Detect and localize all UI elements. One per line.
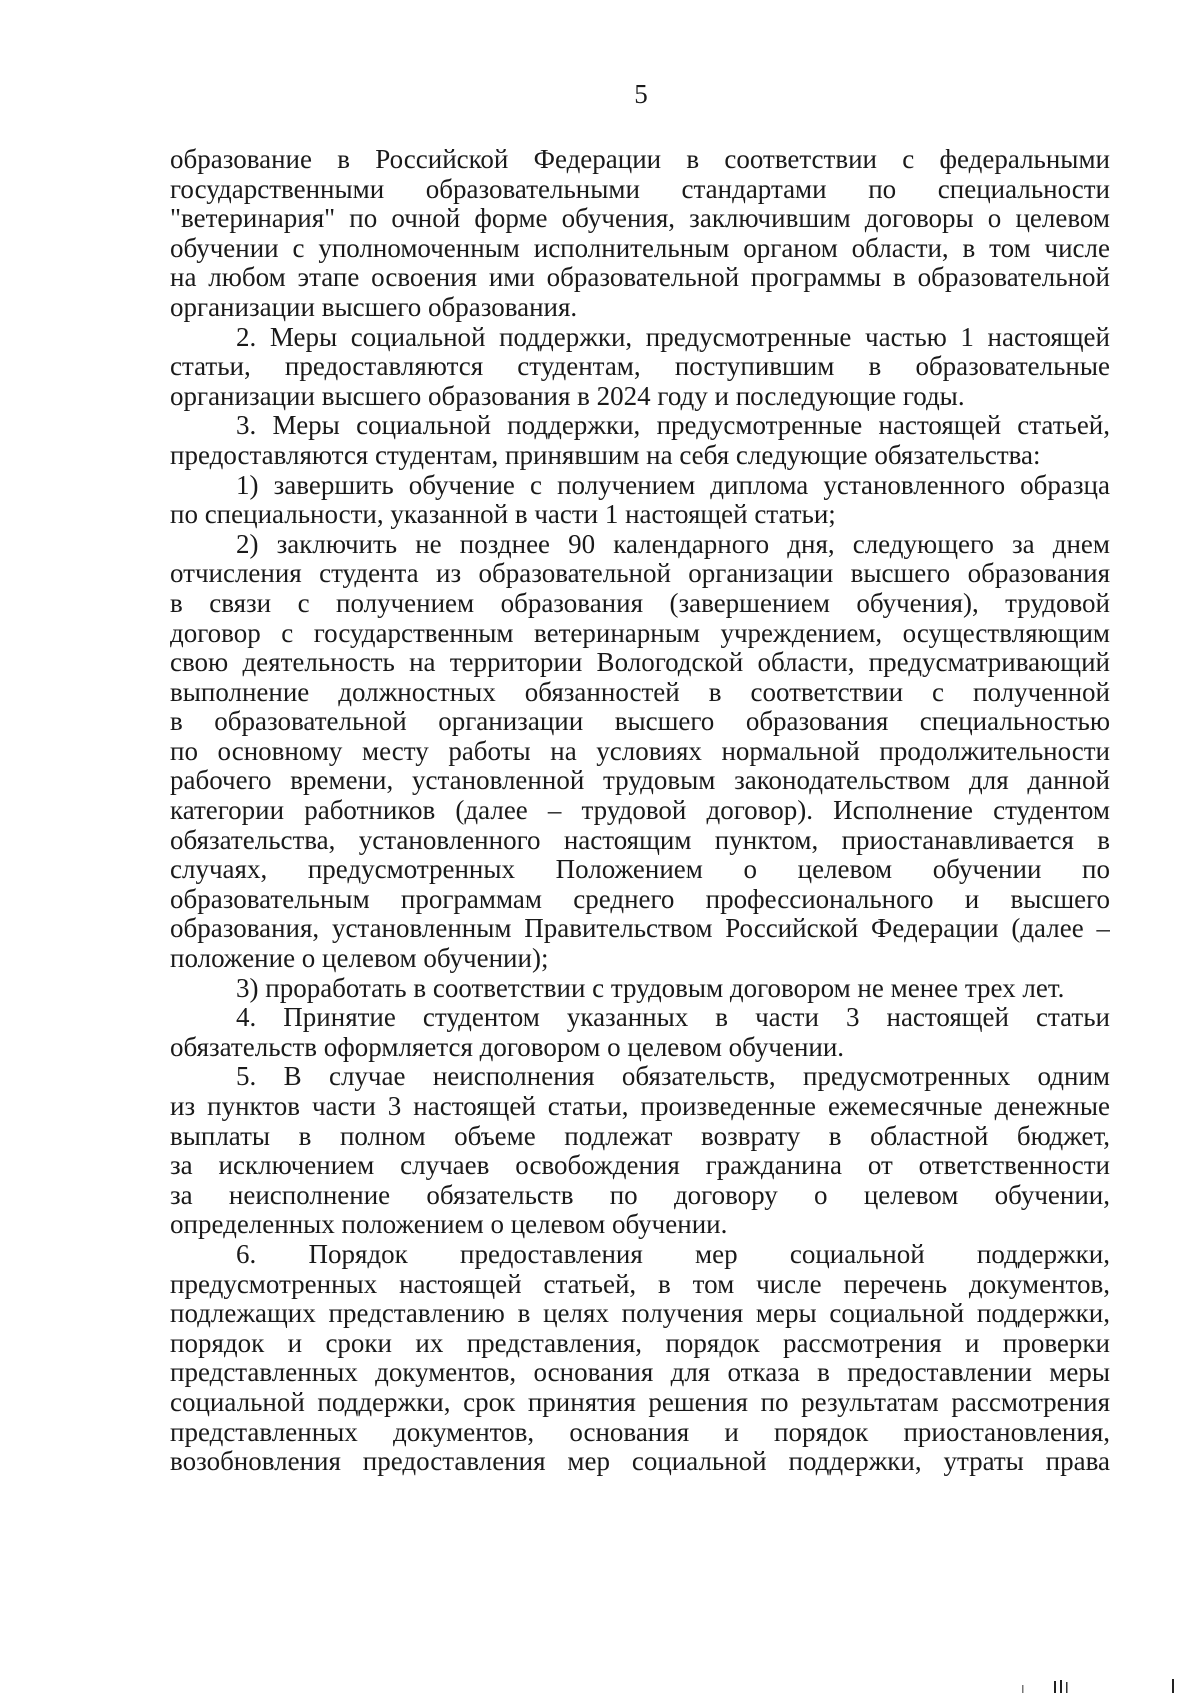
text-line: выполнение должностных обязанностей в соответствии с полученной	[170, 677, 1110, 707]
text-line: 6. Порядок предоставления мер социальной поддержки,	[236, 1239, 1110, 1269]
text-line: рабочего времени, установленной трудовым законодательством для данной	[170, 766, 1110, 796]
text-line: за неисполнение обязательств по договору о целевом обучении,	[170, 1180, 1110, 1210]
text-line: 2) заключить не позднее 90 календарного дня, следующего за днем	[236, 529, 1110, 559]
text-line: подлежащих представлению в целях получения меры социальной поддержки,	[170, 1299, 1110, 1329]
text-line: "ветеринария" по очной форме обучения, заключившим договоры о целевом	[170, 204, 1110, 234]
text-line: 3) проработать в соответствии с трудовым договором не менее трех лет.	[236, 973, 1065, 1003]
text-line: организации высшего образования в 2024 году и последующие годы.	[170, 381, 965, 411]
text-line: статьи, предоставляются студентам, поступившим в образовательные	[170, 352, 1110, 382]
text-line: по специальности, указанной в части 1 настоящей статьи;	[170, 500, 836, 530]
text-line: свою деятельность на территории Вологодской области, предусматривающий	[170, 648, 1110, 678]
text-line: по основному месту работы на условиях нормальной продолжительности	[170, 736, 1110, 766]
text-line: в образовательной организации высшего образования специальностью	[170, 707, 1110, 737]
text-line: представленных документов, основания для отказа в предоставлении меры	[170, 1358, 1110, 1388]
text-line: 4. Принятие студентом указанных в части 3 настоящей статьи	[236, 1003, 1110, 1033]
text-line: организации высшего образования.	[170, 292, 578, 322]
text-line: обучении с уполномоченным исполнительным органом области, в том числе	[170, 233, 1110, 263]
text-line: предусмотренных настоящей статьей, в том числе перечень документов,	[170, 1269, 1110, 1299]
text-line: обязательства, установленного настоящим пунктом, приостанавливается в	[170, 825, 1110, 855]
text-line: образовательным программам среднего профессионального и высшего	[170, 884, 1110, 914]
text-line: положение о целевом обучении);	[170, 944, 549, 974]
text-line: образования, установленным Правительством Российской Федерации (далее –	[170, 914, 1110, 944]
text-line: из пунктов части 3 настоящей статьи, произведенные ежемесячные денежные	[170, 1092, 1110, 1121]
text-line: социальной поддержки, срок принятия решения по результатам рассмотрения	[170, 1387, 1110, 1417]
page-number: 5	[634, 79, 648, 109]
text-line: 5. В случае неисполнения обязательств, предусмотренных одним	[236, 1062, 1110, 1092]
text-line: договор с государственным ветеринарным учреждением, осуществляющим	[170, 618, 1110, 648]
body-text	[170, 145, 1110, 1477]
text-line: выплаты в полном объеме подлежат возврату в областной бюджет,	[170, 1121, 1110, 1151]
text-line: 2. Меры социальной поддержки, предусмотренные частью 1 настоящей	[236, 322, 1110, 352]
text-line: обязательств оформляется договором о целевом обучении.	[170, 1032, 845, 1062]
text-line: за исключением случаев освобождения гражданина от ответственности	[170, 1151, 1110, 1181]
text-line: на любом этапе освоения ими образовательной программы в образовательной	[170, 263, 1110, 293]
text-line: образование в Российской Федерации в соответствии с федеральными	[170, 145, 1110, 174]
text-line: в связи с получением образования (завершением обучения), трудовой	[170, 588, 1110, 618]
scan-artifact-marks	[1020, 1679, 1180, 1693]
text-line: представленных документов, основания и порядок приостановления,	[170, 1417, 1110, 1447]
text-line: 3. Меры социальной поддержки, предусмотренные настоящей статьей,	[236, 411, 1110, 441]
text-line: категории работников (далее – трудовой договор). Исполнение студентом	[170, 796, 1110, 826]
text-line: государственными образовательными стандартами по специальности	[170, 174, 1110, 204]
text-line: порядок и сроки их представления, порядок рассмотрения и проверки	[170, 1328, 1110, 1358]
text-line: отчисления студента из образовательной организации высшего образования	[170, 559, 1110, 589]
text-line: предоставляются студентам, принявшим на себя следующие обязательства:	[170, 440, 1041, 470]
text-line: определенных положением о целевом обучении.	[170, 1210, 728, 1240]
text-line: 1) завершить обучение с получением диплома установленного образца	[236, 470, 1110, 500]
text-line: возобновления предоставления мер социальной поддержки, утраты права	[170, 1447, 1110, 1477]
text-line: случаях, предусмотренных Положением о целевом обучении по	[170, 855, 1110, 885]
